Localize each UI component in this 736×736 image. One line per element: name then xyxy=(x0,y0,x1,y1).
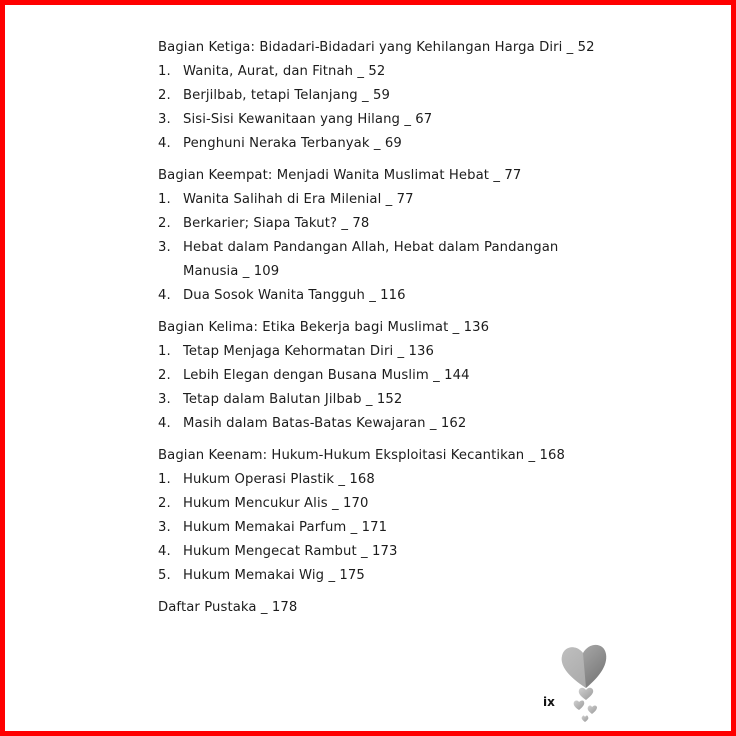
item-title: Hukum Memakai Parfum _ 171 xyxy=(183,520,388,535)
item-number: 3. xyxy=(158,392,171,407)
item-title: Wanita Salihah di Era Milenial _ 77 xyxy=(183,192,414,207)
item-number: 1. xyxy=(158,472,171,487)
page-number: ix xyxy=(543,695,555,709)
item-number: 4. xyxy=(158,416,171,431)
toc-item xyxy=(158,212,578,236)
item-number: 4. xyxy=(158,136,171,151)
item-title: Hebat dalam Pandangan Allah, Hebat dalam Pandangan xyxy=(183,240,559,255)
item-title: Tetap dalam Balutan Jilbab _ 152 xyxy=(183,392,403,407)
section-heading: Bagian Keenam: Hukum-Hukum Eksploitasi Kecantikan _ 168 xyxy=(158,448,566,463)
section-heading: Bagian Kelima: Etika Bekerja bagi Muslimat _ 136 xyxy=(158,320,490,335)
toc-section-keenam xyxy=(158,444,578,588)
item-number: 4. xyxy=(158,544,171,559)
item-title: Wanita, Aurat, dan Fitnah _ 52 xyxy=(183,64,386,79)
toc-section-keempat xyxy=(158,164,578,308)
toc-item xyxy=(158,468,578,492)
item-number: 3. xyxy=(158,112,171,127)
item-number: 5. xyxy=(158,568,171,583)
toc-item xyxy=(158,412,578,436)
item-number: 4. xyxy=(158,288,171,303)
item-number: 1. xyxy=(158,344,171,359)
item-title: Tetap Menjaga Kehormatan Diri _ 136 xyxy=(183,344,434,359)
toc-item xyxy=(158,340,578,364)
item-number: 2. xyxy=(158,368,171,383)
item-title: Hukum Memakai Wig _ 175 xyxy=(183,568,365,583)
toc-item xyxy=(158,108,578,132)
item-title-continued: Manusia _ 109 xyxy=(183,264,280,279)
toc-item xyxy=(158,84,578,108)
item-number: 1. xyxy=(158,64,171,79)
toc-item xyxy=(158,236,578,284)
item-title: Masih dalam Batas-Batas Kewajaran _ 162 xyxy=(183,416,467,431)
toc-item xyxy=(158,388,578,412)
item-title: Sisi-Sisi Kewanitaan yang Hilang _ 67 xyxy=(183,112,433,127)
item-title: Hukum Mengecat Rambut _ 173 xyxy=(183,544,398,559)
item-number: 2. xyxy=(158,496,171,511)
item-number: 3. xyxy=(158,240,171,255)
section-heading: Bagian Keempat: Menjadi Wanita Muslimat Hebat _ 77 xyxy=(158,168,522,183)
item-title: Penghuni Neraka Terbanyak _ 69 xyxy=(183,136,402,151)
table-of-contents xyxy=(158,36,595,620)
item-title: Dua Sosok Wanita Tangguh _ 116 xyxy=(183,288,406,303)
toc-item xyxy=(158,132,578,156)
toc-item xyxy=(158,492,578,516)
toc-item xyxy=(158,284,578,308)
item-title: Hukum Mencukur Alis _ 170 xyxy=(183,496,369,511)
item-number: 2. xyxy=(158,88,171,103)
item-title: Berkarier; Siapa Takut? _ 78 xyxy=(183,216,370,231)
item-number: 3. xyxy=(158,520,171,535)
toc-item xyxy=(158,188,578,212)
item-number: 1. xyxy=(158,192,171,207)
toc-item xyxy=(158,540,578,564)
hearts-icon xyxy=(558,640,610,728)
item-title: Berjilbab, tetapi Telanjang _ 59 xyxy=(183,88,391,103)
item-number: 2. xyxy=(158,216,171,231)
toc-entry-daftar-pustaka: Daftar Pustaka _ 178 xyxy=(158,600,298,615)
item-title: Lebih Elegan dengan Busana Muslim _ 144 xyxy=(183,368,470,383)
item-title: Hukum Operasi Plastik _ 168 xyxy=(183,472,375,487)
toc-item xyxy=(158,564,578,588)
toc-section-kelima xyxy=(158,316,578,436)
toc-item xyxy=(158,60,578,84)
toc-section-ketiga xyxy=(158,36,595,156)
toc-item xyxy=(158,516,578,540)
section-heading: Bagian Ketiga: Bidadari-Bidadari yang Kehilangan Harga Diri _ 52 xyxy=(158,40,595,55)
toc-item xyxy=(158,364,578,388)
